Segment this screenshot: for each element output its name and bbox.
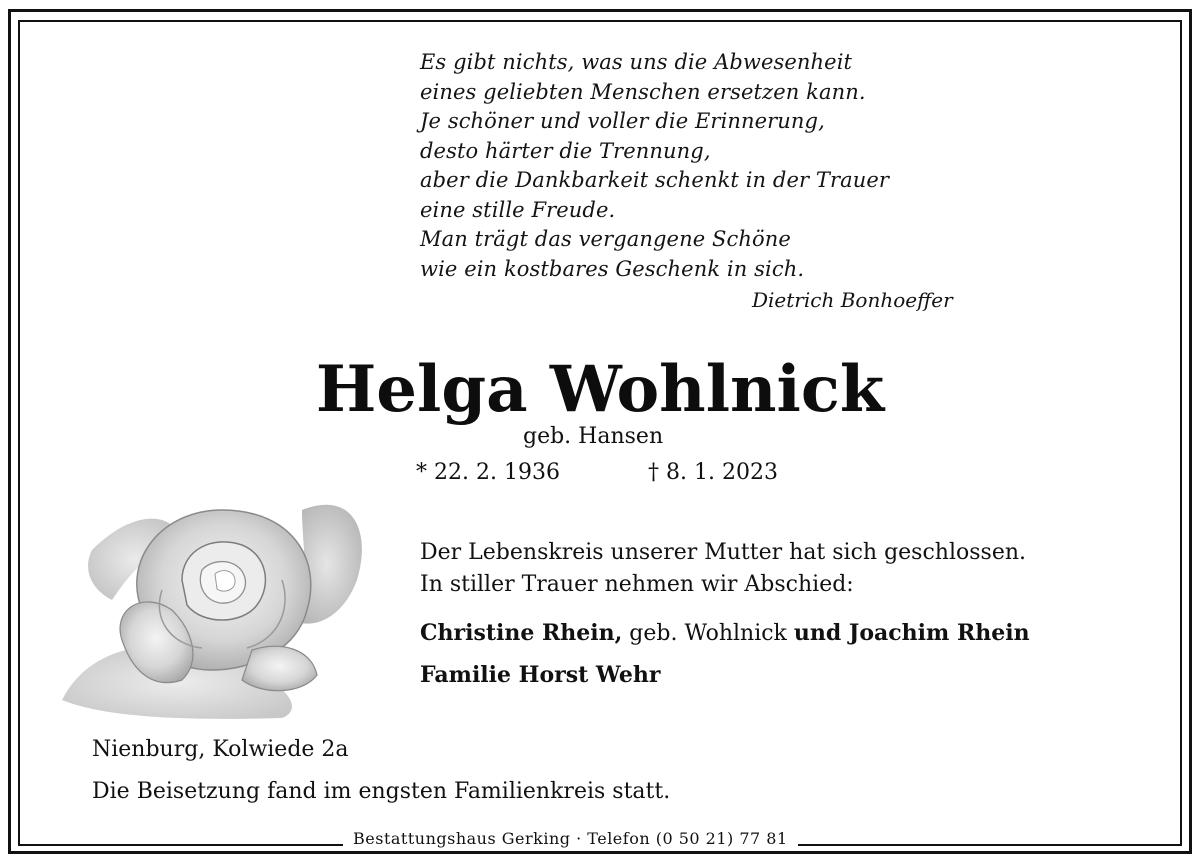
maiden-name: geb. Hansen	[523, 424, 664, 449]
poem-line: Es gibt nichts, was uns die Abwesenheit	[420, 50, 853, 74]
rose-icon	[52, 470, 372, 720]
poem-line: Man trägt das vergangene Schöne	[420, 227, 791, 251]
poem-line: aber die Dankbarkeit schenkt in der Trauer	[420, 168, 890, 192]
poem-author: Dietrich Bonhoeffer	[752, 288, 953, 312]
mourner-partner: und Joachim Rhein	[793, 620, 1030, 646]
poem-line: eine stille Freude.	[420, 197, 616, 222]
mourner-line: Familie Horst Wehr	[420, 662, 661, 688]
poem-line: eines geliebten Menschen ersetzen kann.	[420, 79, 866, 104]
mourner-maiden-name: geb. Wohlnick	[622, 621, 794, 646]
death-date: † 8. 1. 2023	[648, 460, 778, 485]
poem-line: Je schöner und voller die Erinnerung,	[420, 109, 825, 133]
burial-note: Die Beisetzung fand im engsten Familienkreis statt.	[92, 779, 671, 804]
poem	[420, 48, 990, 284]
funeral-home-footer: Bestattungshaus Gerking · Telefon (0 50 21) 77 81	[343, 829, 798, 848]
poem-line: desto härter die Trennung,	[420, 138, 711, 163]
birth-date: * 22. 2. 1936	[416, 460, 560, 485]
mourner-name: Christine Rhein,	[420, 620, 623, 646]
message-line: Der Lebenskreis unserer Mutter hat sich geschlossen.	[420, 540, 1026, 565]
poem-line: wie ein kostbares Geschenk in sich.	[420, 256, 805, 281]
message-line: In stiller Trauer nehmen wir Abschied:	[420, 572, 854, 597]
mourner-line	[420, 620, 1030, 646]
address: Nienburg, Kolwiede 2a	[92, 737, 349, 762]
deceased-name: Helga Wohlnick	[315, 352, 885, 427]
